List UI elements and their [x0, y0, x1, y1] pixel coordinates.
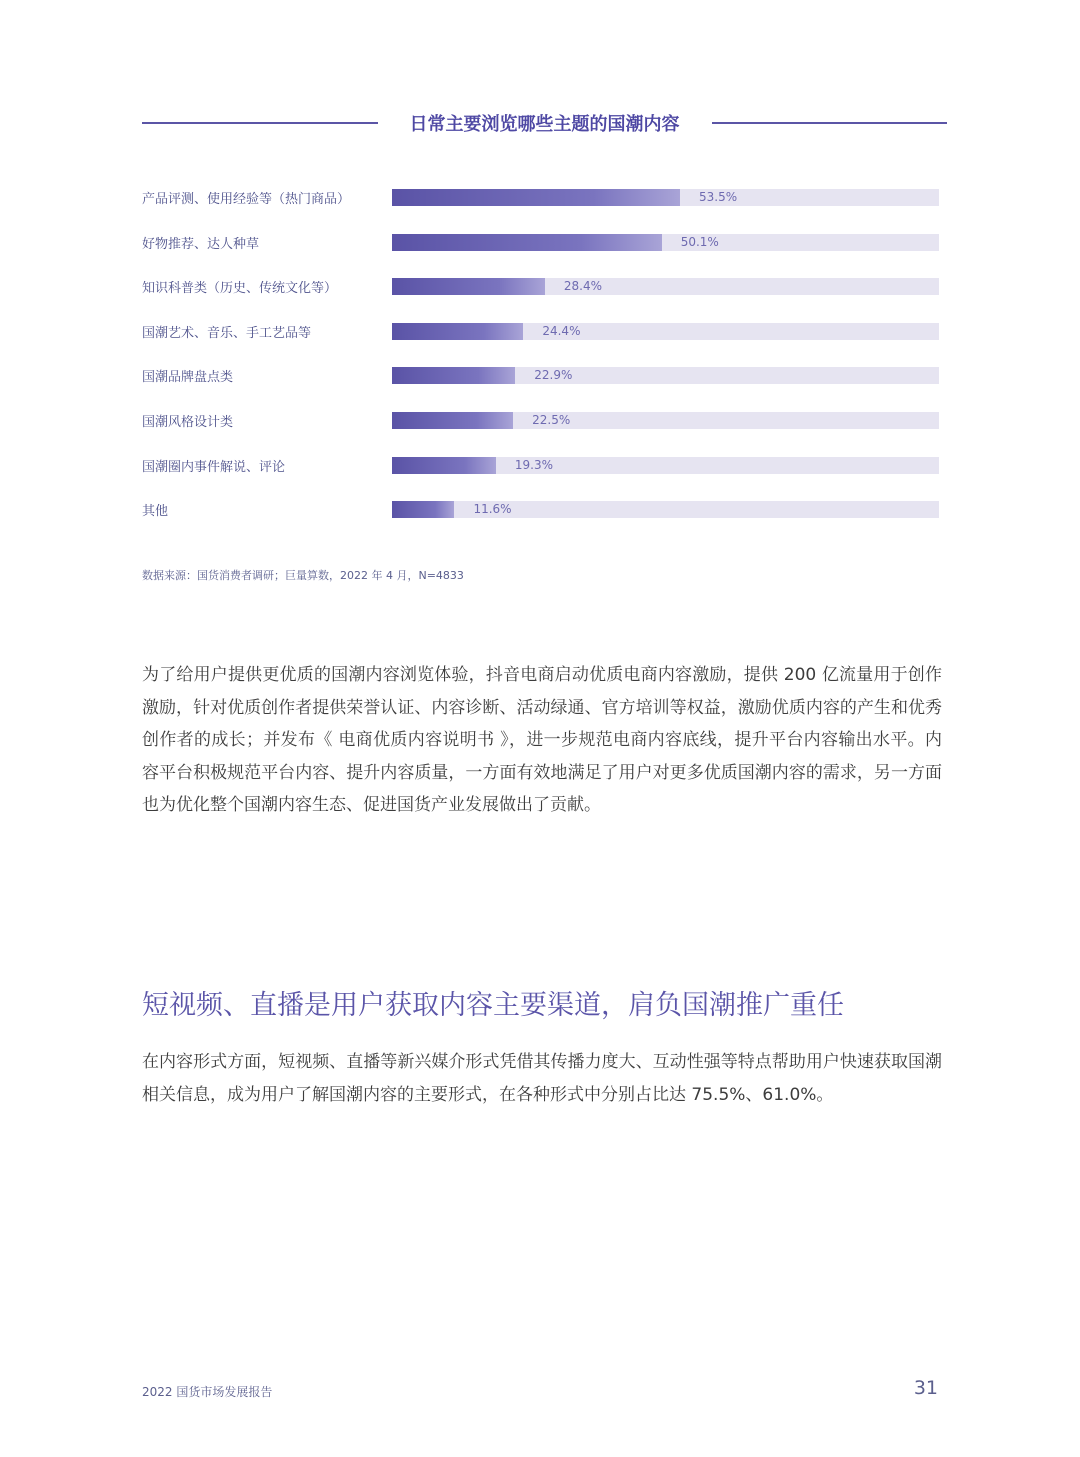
category-label: 知识科普类（历史、传统文化等）	[142, 281, 338, 297]
bar	[392, 457, 496, 474]
body-paragraph-2: 在内容形式方面，短视频、直播等新兴媒介形式凭借其传播力度大、互动性强等特点帮助用户快速获取国潮相关信息，成为用户了解国潮内容的主要形式，在各种形式中分别占比达 75.5%、61.0%。	[142, 1052, 942, 1105]
footer-report-name: 2022 国货市场发展报告	[142, 1385, 273, 1399]
bar	[392, 234, 662, 251]
bar	[392, 189, 680, 206]
value-label: 24.4%	[542, 323, 581, 338]
bar	[392, 412, 513, 429]
bar-chart	[0, 175, 1080, 535]
category-label: 国潮艺术、音乐、手工艺品等	[142, 325, 312, 341]
category-label: 国潮风格设计类	[142, 415, 234, 430]
bar	[392, 501, 454, 518]
category-label: 其他	[142, 504, 169, 520]
value-label: 22.5%	[532, 413, 571, 427]
category-label: 国潮圈内事件解说、评论	[142, 459, 286, 475]
value-label: 53.5%	[699, 190, 738, 204]
chart-title-row	[142, 108, 947, 138]
value-label: 19.3%	[514, 457, 554, 472]
footer-page-number: 31	[913, 1377, 938, 1399]
value-label: 11.6%	[473, 502, 512, 517]
source-note: 数据来源：国货消费者调研；巨量算数，2022 年 4 月，N=4833	[142, 569, 464, 582]
category-label: 产品评测、使用经验等（热门商品）	[142, 192, 351, 207]
chart-title: 日常主要浏览哪些主题的国潮内容	[409, 114, 680, 135]
category-label: 好物推荐、达人种草	[142, 236, 260, 252]
value-label: 28.4%	[563, 279, 602, 294]
value-label: 50.1%	[680, 234, 719, 249]
bar	[392, 323, 523, 340]
title-rule-left	[142, 122, 378, 124]
section-heading: 短视频、直播是用户获取内容主要渠道，肩负国潮推广重任	[142, 990, 844, 1021]
value-label: 22.9%	[534, 368, 573, 383]
title-rule-right	[712, 122, 948, 124]
bar	[392, 367, 515, 384]
bar	[392, 278, 545, 295]
category-label: 国潮品牌盘点类	[142, 370, 234, 386]
body-paragraph-1: 为了给用户提供更优质的国潮内容浏览体验，抖音电商启动优质电商内容激励，提供 200 亿流量用于创作激励，针对优质创作者提供荣誉认证、内容诊断、活动绿通、官方培训等权益，激励优质内容的产生和优秀创作者的成长；并发布《 电商优质内容说明书 》，进一步规范电商内容底线，提升平台内容输出水平。内容平台积极规范平台内容、提升内容质量，一方面有效地满足了用户对更多优质国潮内容的需求，另一方面也为优化整个国潮内容生态、促进国货产业发展做出了贡献。	[142, 665, 942, 815]
